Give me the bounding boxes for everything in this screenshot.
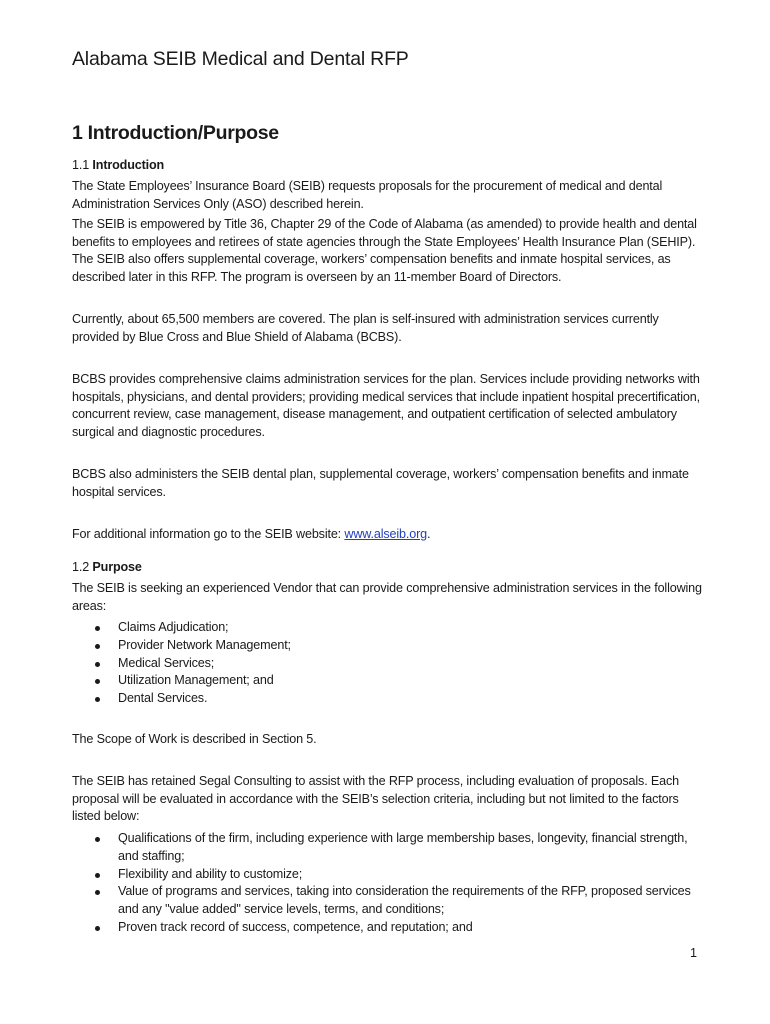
service-areas-list: [72, 619, 702, 708]
paragraph: The State Employees’ Insurance Board (SEIB) requests proposals for the procurement of medical and dental Administration Services Only (ASO) described herein.: [72, 179, 663, 211]
subsection-number: 1.1: [72, 158, 90, 172]
website-paragraph: [72, 526, 702, 544]
document-title: Alabama SEIB Medical and Dental RFP: [72, 48, 409, 70]
subsection-heading-introduction: [72, 157, 164, 175]
list-item: Utilization Management; and: [72, 672, 702, 690]
website-prefix: For additional information go to the SEIB website:: [72, 527, 345, 541]
list-item: Proven track record of success, competence, and reputation; and: [72, 919, 702, 937]
list-item: Flexibility and ability to customize;: [72, 866, 702, 884]
paragraph: The SEIB is seeking an experienced Vendor that can provide comprehensive administration services in the following areas:: [72, 581, 702, 613]
list-item: Dental Services.: [72, 690, 702, 708]
bullet-icon: [95, 662, 100, 667]
section-heading: 1 Introduction/Purpose: [72, 122, 279, 144]
subsection-title: Introduction: [92, 158, 165, 172]
paragraph: BCBS also administers the SEIB dental plan, supplemental coverage, workers’ compensation benefits and inmate hospital services.: [72, 467, 689, 499]
bullet-icon: [95, 837, 100, 842]
subsection-heading-purpose: [72, 559, 142, 577]
bullet-icon: [95, 890, 100, 895]
page-number: 1: [690, 946, 698, 960]
bullet-icon: [95, 626, 100, 631]
website-link[interactable]: www.alseib.org: [344, 527, 427, 541]
paragraph: BCBS provides comprehensive claims administration services for the plan. Services include providing networks with hospitals, physicians, and dental providers; providing medical services that include inpatient hospital precertification, concurrent review, case management, disease management, and outpatient certification of selected ambulatory surgical and diagnostic procedures.: [72, 372, 700, 439]
paragraph: Currently, about 65,500 members are covered. The plan is self-insured with administration services currently provided by Blue Cross and Blue Shield of Alabama (BCBS).: [72, 312, 659, 344]
criteria-list: [72, 830, 702, 937]
list-item: Medical Services;: [72, 655, 702, 673]
list-item: Qualifications of the firm, including experience with large membership bases, longevity, financial strength, and staffing;: [72, 830, 702, 866]
paragraph: The Scope of Work is described in Section 5.: [72, 732, 317, 746]
list-item: Provider Network Management;: [72, 637, 702, 655]
bullet-icon: [95, 644, 100, 649]
bullet-icon: [95, 926, 100, 931]
list-item: Claims Adjudication;: [72, 619, 702, 637]
bullet-icon: [95, 679, 100, 684]
website-suffix: .: [426, 527, 431, 541]
bullet-icon: [95, 873, 100, 878]
bullet-icon: [95, 697, 100, 702]
paragraph: The SEIB is empowered by Title 36, Chapter 29 of the Code of Alabama (as amended) to provide health and dental benefits to employees and retirees of state agencies through the State Employees’ Health Insurance Plan (SEHIP). The SEIB also offers supplemental coverage, workers’ compensation benefits and inmate hospital services, as described later in this RFP. The program is overseen by an 11-member Board of Directors.: [72, 217, 697, 284]
list-item: Value of programs and services, taking into consideration the requirements of the RFP, proposed services and any "value added" service levels, terms, and conditions;: [72, 883, 702, 919]
paragraph: The SEIB has retained Segal Consulting to assist with the RFP process, including evaluation of proposals. Each proposal will be evaluated in accordance with the SEIB’s selection criteria, including but not limited to the factors listed below:: [72, 774, 680, 823]
subsection-number: 1.2: [72, 560, 90, 574]
subsection-title: Purpose: [92, 560, 142, 574]
